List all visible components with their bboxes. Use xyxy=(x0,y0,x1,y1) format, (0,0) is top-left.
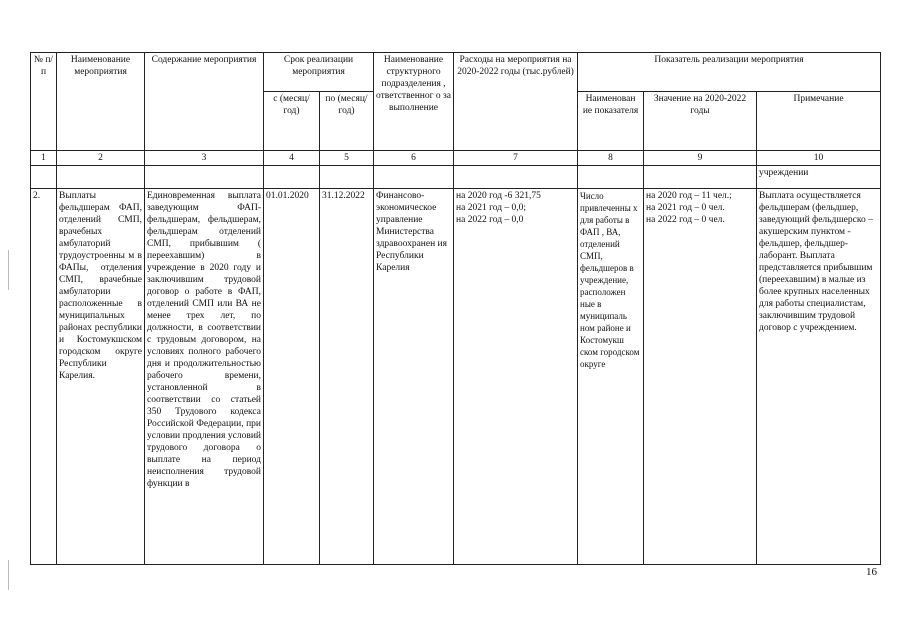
continuation-row xyxy=(31,166,881,189)
continuation-note: учреждении xyxy=(757,166,881,189)
column-number: 4 xyxy=(264,151,320,166)
column-number: 5 xyxy=(320,151,374,166)
responsible-unit: Финансово-экономическое управление Министерства здравоохранен ия Республики Карелия xyxy=(374,189,454,565)
header-indicator: Показатель реализации мероприятия xyxy=(578,53,881,92)
column-number: 8 xyxy=(578,151,644,166)
measure-name: Выплаты фельдшерам ФАП, отделений СМП, врачебных амбулаторий трудоустроенны м в ФАПы, отделения СМП, врачебные амбулатории расположенные в муниципальных районах республики и Костомукшском городском округе Республики Карелия. xyxy=(57,189,145,565)
period-start: 01.01.2020 xyxy=(264,189,320,565)
column-number: 7 xyxy=(454,151,578,166)
header-content: Содержание мероприятия xyxy=(145,53,264,151)
indicator-note: Выплата осуществляется фельдшерам (фельдшер, заведующий фельдшерско – акушерским пунктом - фельдшер, фельдшер-лаборант. Выплата представляется прибывшим (переехавшим) в малые из более крупных населенных для работы специалистам, заключившим трудовой договор с учреждением. xyxy=(757,189,881,565)
header-period: Срок реализации мероприятия xyxy=(264,53,374,92)
header-costs: Расходы на мероприятия на 2020-2022 годы (тыс.рублей) xyxy=(454,53,578,151)
indicator-name: Число привлеченны х для работы в ФАП , ВА, отделений СМП, фельдшеров в учреждение, расположен ные в муниципаль ном районе и Костомукш ском городском округе xyxy=(578,189,644,565)
indicator-values-cell xyxy=(644,189,757,565)
cost-line: на 2021 год – 0,0; xyxy=(456,203,527,213)
row-number: 2. xyxy=(31,189,57,565)
costs-cell xyxy=(454,189,578,565)
header-name: Наименование мероприятия xyxy=(57,53,145,151)
header-period-end: по (месяц/ год) xyxy=(320,92,374,151)
column-number: 10 xyxy=(757,151,881,166)
header-unit: Наименование структурного подразделения , ответственног о за выполнение xyxy=(374,53,454,151)
header-indicator-note: Примечание xyxy=(757,92,881,151)
measure-content: Единовременная выплата заведующим ФАП-фельдшерам, фельдшерам, фельдшерам отделений СМП, прибывшим ( переехавшим) в учреждение в 2020 году и заключившим трудовой договор о работе в ФАП, отделений СМП или ВА не менее трех лет, по должности, в соответствии с трудовым договором, на условиях полного рабочего дня и продолжительностью рабочего времени, установленной в соответствии со статьей 350 Трудового кодекса Российской Федерации, при условии продления условий трудового договора о выплате на период неисполнения трудовой функции в xyxy=(145,189,264,565)
indicator-value-line: на 2020 год – 11 чел.; xyxy=(646,191,732,201)
measures-table xyxy=(30,52,881,565)
column-number-row xyxy=(31,151,881,166)
header-row-1 xyxy=(31,53,881,92)
cost-line: на 2022 год – 0,0 xyxy=(456,215,524,225)
cost-line: на 2020 год -6 321,75 xyxy=(456,191,541,201)
column-number: 2 xyxy=(57,151,145,166)
column-number: 6 xyxy=(374,151,454,166)
scan-edge-mark xyxy=(8,250,9,290)
page-number: 16 xyxy=(866,566,877,578)
period-end: 31.12.2022 xyxy=(320,189,374,565)
column-number: 3 xyxy=(145,151,264,166)
column-number: 9 xyxy=(644,151,757,166)
header-indicator-value: Значение на 2020-2022 годы xyxy=(644,92,757,151)
header-number: № п/п xyxy=(31,53,57,151)
table-row xyxy=(31,189,881,565)
header-period-start: с (месяц/ год) xyxy=(264,92,320,151)
column-number: 1 xyxy=(31,151,57,166)
scan-edge-mark xyxy=(8,560,9,590)
indicator-value-line: на 2022 год – 0 чел. xyxy=(646,215,725,225)
header-indicator-name: Наименован ие показателя xyxy=(578,92,644,151)
indicator-value-line: на 2021 год – 0 чел. xyxy=(646,203,725,213)
